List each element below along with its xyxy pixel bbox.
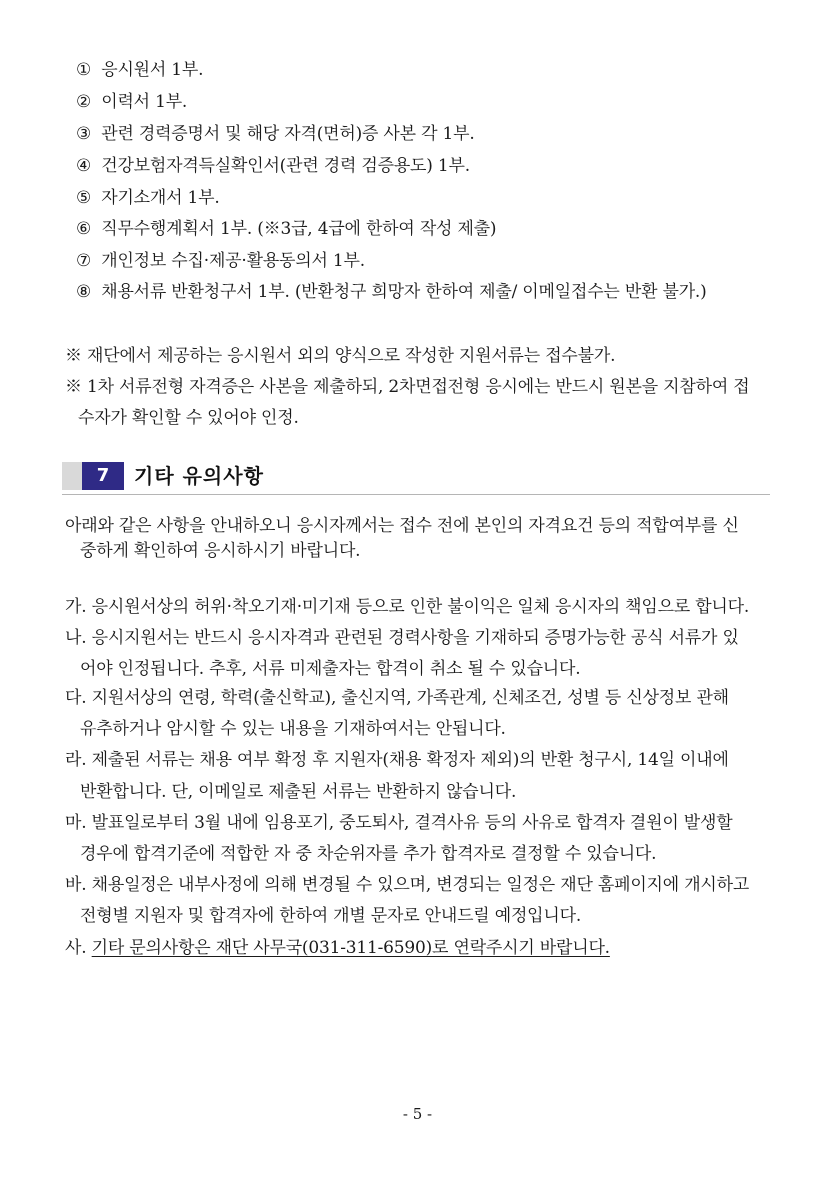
rule-ma-line2: 경우에 합격기준에 적합한 자 중 차순위자를 추가 합격자로 결정할 수 있습니다. (80, 844, 657, 864)
item-text: 관련 경력증명서 및 해당 자격(면허)증 사본 각 1부. (101, 124, 475, 144)
document-item-2 (76, 91, 187, 113)
rule-ga: 가. 응시원서상의 허위·착오기재·미기재 등으로 인한 불이익은 일체 응시자의 책임으로 합니다. (65, 597, 750, 617)
document-item-7 (76, 250, 365, 272)
document-item-4 (76, 155, 470, 177)
document-item-8 (76, 281, 707, 303)
rule-na-line1: 나. 응시지원서는 반드시 응시자격과 관련된 경력사항을 기재하되 증명가능한 공식 서류가 있 (65, 628, 739, 648)
document-item-5 (76, 187, 220, 209)
rule-sa (65, 937, 610, 959)
rule-ra-line1: 라. 제출된 서류는 채용 여부 확정 후 지원자(채용 확정자 제외)의 반환 청구시, 14일 이내에 (65, 750, 729, 770)
item-number: ④ (76, 156, 92, 176)
item-number: ⑦ (76, 251, 92, 271)
item-text: 자기소개서 1부. (101, 188, 220, 208)
item-text: 개인정보 수집·제공·활용동의서 1부. (101, 251, 365, 271)
rule-ba-line1: 바. 채용일정은 내부사정에 의해 변경될 수 있으며, 변경되는 일정은 재단 홈페이지에 개시하고 (65, 875, 750, 895)
page-number: - 5 - (402, 1105, 433, 1123)
item-text: 채용서류 반환청구서 1부. (반환청구 희망자 한하여 제출/ 이메일접수는 반환 불가.) (101, 282, 707, 302)
section-number: 7 (82, 462, 124, 490)
item-text: 건강보험자격득실확인서(관련 경력 검증용도) 1부. (101, 156, 470, 176)
section-title: 기타 유의사항 (134, 464, 264, 488)
item-number: ⑥ (76, 219, 92, 239)
rule-da-line1: 다. 지원서상의 연령, 학력(출신학교), 출신지역, 가족관계, 신체조건, 성별 등 신상정보 관해 (65, 688, 729, 708)
rule-sa-prefix: 사. (65, 938, 87, 958)
section-accent-bar (62, 462, 82, 490)
document-item-6 (76, 218, 496, 240)
item-number: ① (76, 60, 92, 80)
section-header (62, 458, 770, 495)
intro-line-2: 중하게 확인하여 응시하시기 바랍니다. (80, 541, 361, 561)
intro-line-1: 아래와 같은 사항을 안내하오니 응시자께서는 접수 전에 본인의 자격요건 등의 적합여부를 신 (65, 516, 739, 536)
note-application-form: ※ 재단에서 제공하는 응시원서 외의 양식으로 작성한 지원서류는 접수불가. (65, 346, 616, 366)
rule-na-line2: 어야 인정됩니다. 추후, 서류 미제출자는 합격이 취소 될 수 있습니다. (80, 659, 581, 679)
item-number: ⑧ (76, 282, 92, 302)
item-text: 직무수행계획서 1부. (※3급, 4급에 한하여 작성 제출) (101, 219, 497, 239)
item-number: ⑤ (76, 188, 92, 208)
document-item-1 (76, 59, 203, 81)
item-text: 응시원서 1부. (101, 60, 204, 80)
note-certificate-line2: 수자가 확인할 수 있어야 인정. (78, 408, 299, 428)
item-number: ③ (76, 124, 92, 144)
rule-ma-line1: 마. 발표일로부터 3월 내에 임용포기, 중도퇴사, 결격사유 등의 사유로 합격자 결원이 발생할 (65, 813, 733, 833)
item-text: 이력서 1부. (101, 92, 188, 112)
rule-ra-line2: 반환합니다. 단, 이메일로 제출된 서류는 반환하지 않습니다. (80, 782, 517, 802)
item-number: ② (76, 92, 92, 112)
rule-da-line2: 유추하거나 암시할 수 있는 내용을 기재하여서는 안됩니다. (80, 719, 506, 739)
contact-info-text: 기타 문의사항은 재단 사무국(031-311-6590)로 연락주시기 바랍니다. (91, 938, 610, 958)
rule-ba-line2: 전형별 지원자 및 합격자에 한하여 개별 문자로 안내드릴 예정입니다. (80, 906, 582, 926)
note-certificate-line1: ※ 1차 서류전형 자격증은 사본을 제출하되, 2차면접전형 응시에는 반드시 원본을 지참하여 접 (65, 377, 750, 397)
document-item-3 (76, 123, 475, 145)
